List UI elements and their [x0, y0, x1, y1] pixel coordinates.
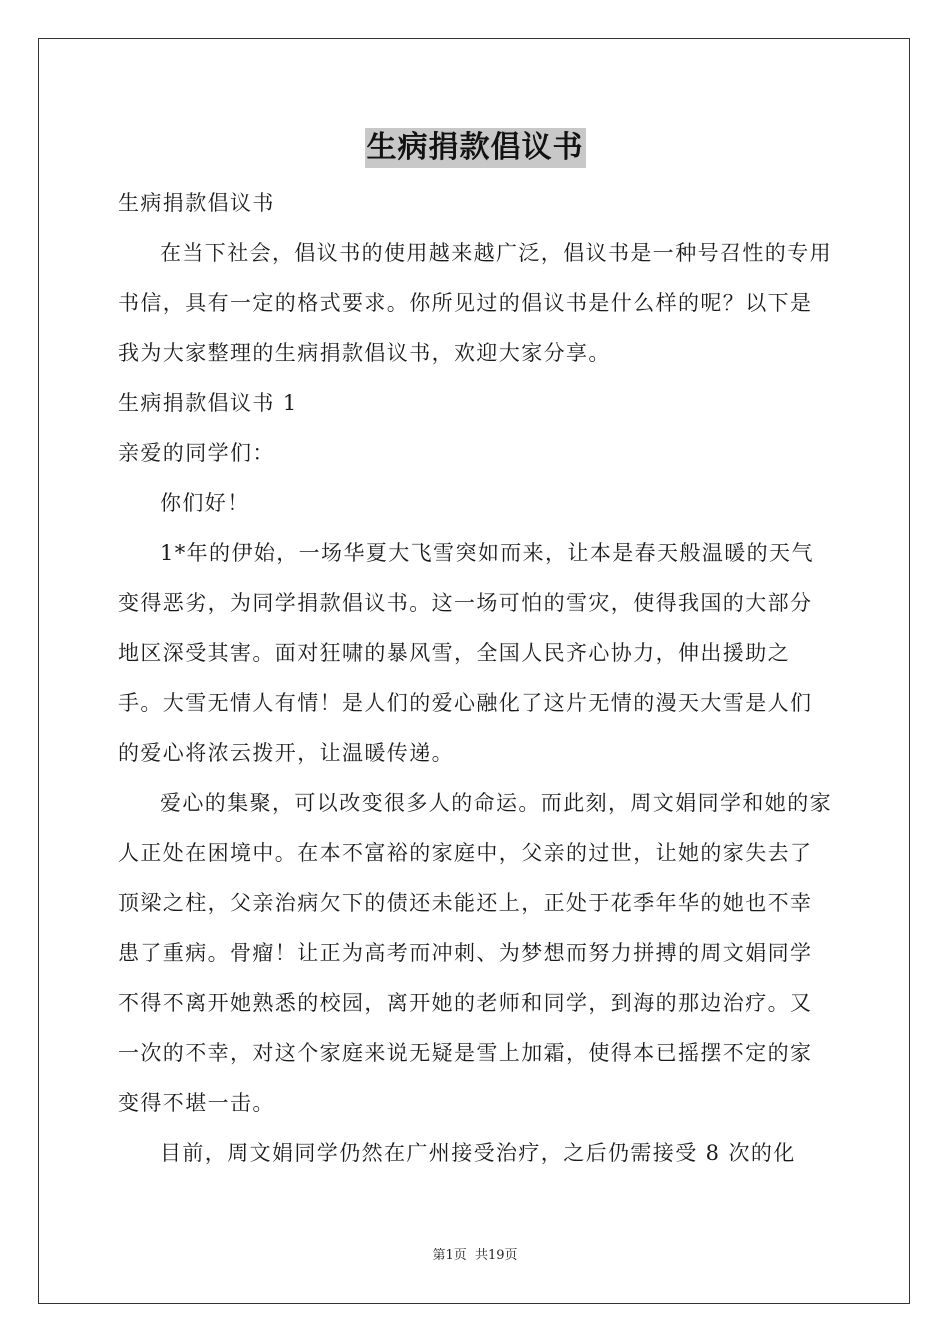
paragraph: 生病捐款倡议书: [118, 191, 275, 215]
paragraph: 生病捐款倡议书 1: [118, 391, 298, 415]
page-number: 第1页: [432, 1248, 467, 1263]
document-title: 生病捐款倡议书: [365, 128, 586, 168]
paragraph: 你们好！: [160, 491, 250, 515]
page-total: 共19页: [474, 1248, 518, 1263]
title-container: [0, 128, 950, 168]
page-footer: [0, 1247, 950, 1265]
document-body: [118, 178, 834, 1178]
paragraph: 在当下社会，倡议书的使用越来越广泛，倡议书是一种号召性的专用书信，具有一定的格式要求。你所见过的倡议书是什么样的呢？以下是我为大家整理的生病捐款倡议书，欢迎大家分享。: [118, 241, 832, 365]
paragraph: 目前，周文娟同学仍然在广州接受治疗，之后仍需接受 8 次的化: [160, 1141, 796, 1165]
paragraph: 1*年的伊始，一场华夏大飞雪突如而来，让本是春天般温暖的天气变得恶劣，为同学捐款倡议书。这一场可怕的雪灾，使得我国的大部分地区深受其害。面对狂啸的暴风雪，全国人民齐心协力，伸出援助之手。大雪无情人有情！是人们的爱心融化了这片无情的漫天大雪是人们的爱心将浓云拨开，让温暖传递。: [118, 541, 814, 765]
paragraph: 亲爱的同学们：: [118, 441, 275, 465]
paragraph: 爱心的集聚，可以改变很多人的命运。而此刻，周文娟同学和她的家人正处在困境中。在本不富裕的家庭中，父亲的过世，让她的家失去了顶梁之柱，父亲治病欠下的债还未能还上，正处于花季年华的她也不幸患了重病。骨瘤！让正为高考而冲刺、为梦想而努力拼搏的周文娟同学不得不离开她熟悉的校园，离开她的老师和同学，到海的那边治疗。又一次的不幸，对这个家庭来说无疑是雪上加霜，使得本已摇摆不定的家变得不堪一击。: [118, 791, 832, 1115]
